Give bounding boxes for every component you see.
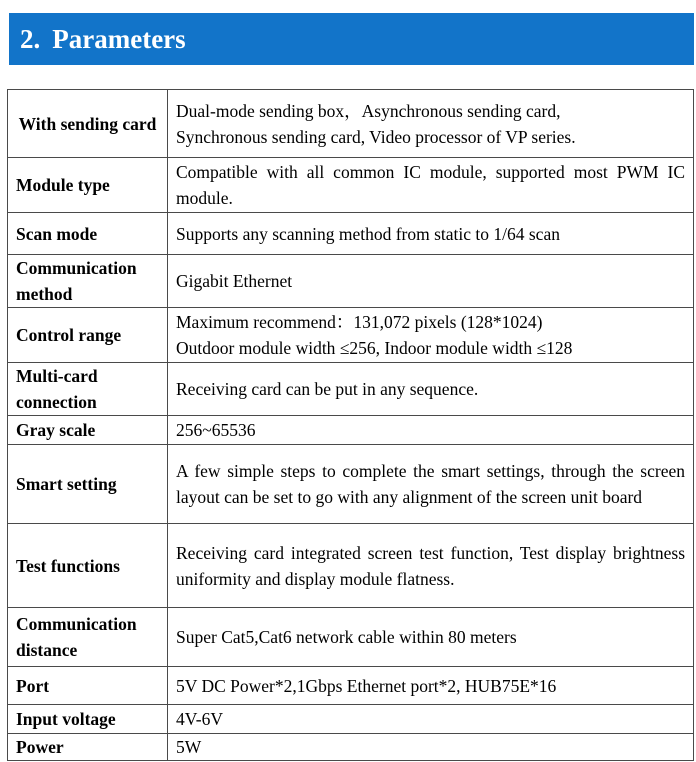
row-value: Super Cat5,Cat6 network cable within 80 meters — [168, 608, 694, 667]
row-label: Multi-card connection — [8, 363, 168, 416]
table-row — [8, 705, 694, 734]
section-header — [9, 13, 694, 65]
table-row — [8, 90, 694, 158]
row-value: Gigabit Ethernet — [168, 255, 694, 308]
row-value: 256~65536 — [168, 416, 694, 445]
row-label: Input voltage — [8, 705, 168, 734]
row-label: Gray scale — [8, 416, 168, 445]
row-value: 5V DC Power*2,1Gbps Ethernet port*2, HUB75E*16 — [168, 667, 694, 705]
row-value — [168, 90, 694, 158]
row-value: 4V-6V — [168, 705, 694, 734]
table-row — [8, 255, 694, 308]
table-row — [8, 158, 694, 213]
row-label: With sending card — [8, 90, 168, 158]
row-label: Communication distance — [8, 608, 168, 667]
table-row — [8, 524, 694, 608]
row-value: Receiving card can be put in any sequence. — [168, 363, 694, 416]
row-value-line: Outdoor module width ≤256, Indoor module width ≤128 — [176, 338, 573, 358]
table-row — [8, 363, 694, 416]
row-label: Scan mode — [8, 213, 168, 255]
row-value-line: Maximum recommend：131,072 pixels (128*1024) — [176, 312, 543, 332]
row-value: Compatible with all common IC module, supported most PWM IC module. — [168, 158, 694, 213]
table-row — [8, 734, 694, 761]
table-row — [8, 608, 694, 667]
table-row — [8, 213, 694, 255]
row-label: Module type — [8, 158, 168, 213]
row-label: Port — [8, 667, 168, 705]
row-label: Control range — [8, 308, 168, 363]
row-value: Supports any scanning method from static to 1/64 scan — [168, 213, 694, 255]
parameters-table — [7, 89, 694, 761]
section-title: Parameters — [52, 24, 186, 54]
row-value-line: Synchronous sending card, Video processor of VP series. — [176, 126, 576, 147]
row-value-line: Dual-mode sending box，Asynchronous sending card, — [176, 100, 561, 121]
row-value — [168, 308, 694, 363]
row-label: Power — [8, 734, 168, 761]
row-value: Receiving card integrated screen test function, Test display brightness uniformity and display module flatness. — [168, 524, 694, 608]
row-label: Test functions — [8, 524, 168, 608]
table-row — [8, 308, 694, 363]
row-label: Smart setting — [8, 445, 168, 524]
table-row — [8, 445, 694, 524]
section-number: 2. — [20, 24, 41, 54]
row-label: Communication method — [8, 255, 168, 308]
row-value: 5W — [168, 734, 694, 761]
row-value: A few simple steps to complete the smart settings, through the screen layout can be set to go with any alignment of the screen unit board — [168, 445, 694, 524]
table-row — [8, 416, 694, 445]
table-row — [8, 667, 694, 705]
